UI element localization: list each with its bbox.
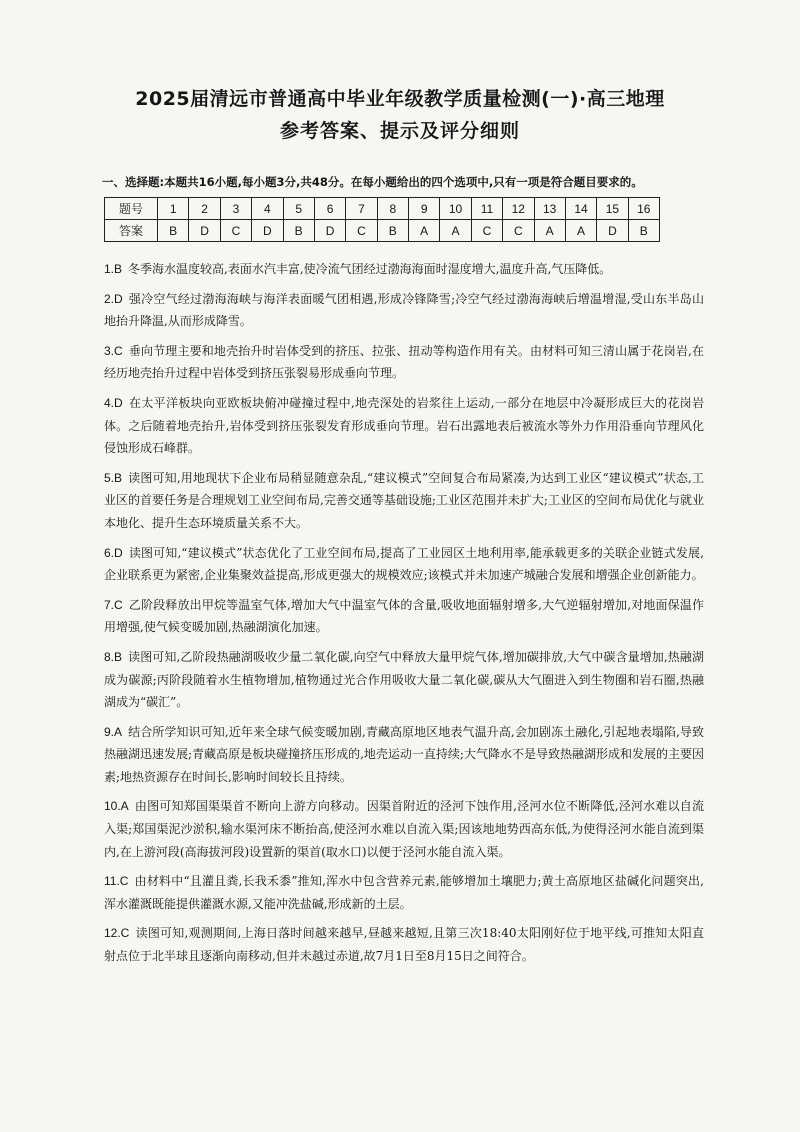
item-number-answer: 9.A	[104, 724, 123, 739]
item-explanation-text: 强冷空气经过渤海海峡与海洋表面暖气团相遇,形成冷锋降雪;冷空气经过渤海海峡后增温增湿,受山东半岛山地抬升降温,从而形成降雪。	[104, 291, 704, 329]
item-number-answer: 3.C	[104, 343, 123, 358]
item-number-answer: 7.C	[104, 597, 123, 612]
item-explanation-text: 由图可知郑国渠渠首不断向上游方向移动。因渠首附近的泾河下蚀作用,泾河水位不断降低,泾河水难以自流入渠;郑国渠泥沙淤积,输水渠河床不断抬高,使泾河水难以自流入渠;因该地地势西高东低,为使得泾河水能自流到渠内,在上游河段(高海拔河段)设置新的渠首(取水口)以便于泾河水能自流入渠。	[104, 799, 704, 859]
question-number-cell: 8	[377, 198, 408, 220]
item-explanation-text: 读图可知,用地现状下企业布局稍显随意杂乱,“建议模式”空间复合布局紧凑,为达到工业区“建议模式”状态,工业区的首要任务是合理规划工业空间布局,完善交通等基础设施;工业区范围并未扩大;工业区的空间布局优化与就业本地化、提升生态环境质量关系不大。	[104, 470, 704, 530]
answer-cell: C	[346, 220, 377, 242]
answer-cell: A	[409, 220, 440, 242]
question-number-cell: 10	[440, 198, 471, 220]
question-number-cell: 5	[283, 198, 314, 220]
explanation-item	[104, 646, 704, 714]
answer-cell: D	[189, 220, 220, 242]
explanation-item	[104, 721, 704, 789]
question-number-cell: 15	[597, 198, 628, 220]
answer-cell: A	[440, 220, 471, 242]
item-explanation-text: 由材料中“且灌且粪,长我禾黍”推知,浑水中包含营养元素,能够增加土壤肥力;黄土高原地区盐碱化问题突出,浑水灌溉既能提供灌溉水源,又能冲洗盐碱,形成新的土层。	[104, 874, 704, 911]
item-explanation-text: 冬季海水温度较高,表面水汽丰富,使冷流气团经过渤海海面时湿度增大,温度升高,气压降低。	[128, 262, 612, 276]
answer-cell: A	[565, 220, 596, 242]
explanation-list	[104, 258, 704, 975]
answer-cell: A	[534, 220, 565, 242]
question-number-cell: 16	[628, 198, 659, 220]
answer-table	[104, 197, 660, 242]
answer-cell: B	[377, 220, 408, 242]
row-label-number: 题号	[105, 198, 158, 220]
explanation-item	[104, 392, 704, 460]
item-number-answer: 8.B	[104, 649, 123, 664]
answer-cell: B	[283, 220, 314, 242]
explanation-item	[104, 795, 704, 863]
question-number-cell: 11	[471, 198, 502, 220]
item-number-answer: 1.B	[104, 262, 123, 276]
explanation-item	[104, 542, 704, 587]
item-number-answer: 6.D	[104, 545, 123, 560]
question-number-cell: 7	[346, 198, 377, 220]
question-number-cell: 1	[158, 198, 189, 220]
answer-cell: C	[220, 220, 251, 242]
answer-cell: D	[597, 220, 628, 242]
answer-cell: D	[314, 220, 345, 242]
answer-cell: B	[158, 220, 189, 242]
item-number-answer: 12.C	[104, 926, 130, 941]
explanation-item	[104, 258, 704, 281]
item-explanation-text: 在太平洋板块向亚欧板块俯冲碰撞过程中,地壳深处的岩浆往上运动,一部分在地层中冷凝形成巨大的花岗岩体。之后随着地壳抬升,岩体受到挤压张裂发育形成垂向节理。岩石出露地表后被流水等外力作用沿垂向节理风化侵蚀形成石峰群。	[104, 395, 704, 456]
item-number-answer: 5.B	[104, 470, 123, 485]
question-number-cell: 12	[503, 198, 534, 220]
item-explanation-text: 读图可知,观测期间,上海日落时间越来越早,昼越来越短,且第三次18:40太阳刚好位于地平线,可推知太阳直射点位于北半球且逐渐向南移动,但并未越过赤道,故7月1日至8月15日之间符合。	[104, 926, 704, 964]
document-title: 2025届清远市普通高中毕业年级教学质量检测(一)·高三地理	[135, 88, 665, 110]
explanation-item	[104, 922, 704, 967]
item-number-answer: 4.D	[104, 395, 123, 410]
question-number-cell: 2	[189, 198, 220, 220]
question-number-cell: 9	[409, 198, 440, 220]
item-number-answer: 2.D	[104, 291, 123, 306]
answer-cell: C	[471, 220, 502, 242]
answer-row	[105, 220, 660, 242]
item-explanation-text: 垂向节理主要和地壳抬升时岩体受到的挤压、拉张、扭动等构造作用有关。由材料可知三清山属于花岗岩,在经历地壳抬升过程中岩体受到挤压张裂易形成垂向节理。	[104, 343, 704, 381]
answer-cell: B	[628, 220, 659, 242]
question-number-cell: 4	[252, 198, 283, 220]
question-number-cell: 14	[565, 198, 596, 220]
question-number-cell: 3	[220, 198, 251, 220]
number-row	[105, 198, 660, 220]
item-number-answer: 11.C	[104, 874, 129, 889]
explanation-item	[104, 288, 704, 333]
item-explanation-text: 乙阶段释放出甲烷等温室气体,增加大气中温室气体的含量,吸收地面辐射增多,大气逆辐射增加,对地面保温作用增强,使气候变暖加剧,热融湖演化加速。	[104, 597, 704, 635]
question-number-cell: 13	[534, 198, 565, 220]
section-heading: 一、选择题:本题共16小题,每小题3分,共48分。在每小题给出的四个选项中,只有一项是符合题目要求的。	[102, 175, 643, 189]
document-subtitle: 参考答案、提示及评分细则	[279, 120, 520, 142]
answer-cell: D	[252, 220, 283, 242]
answer-cell: C	[503, 220, 534, 242]
explanation-item	[104, 467, 704, 535]
explanation-item	[104, 340, 704, 385]
item-explanation-text: 读图可知,“建议模式”状态优化了工业空间布局,提高了工业园区土地利用率,能承载更多的关联企业链式发展,企业联系更为紧密,企业集聚效益提高,形成更强大的规模效应;该模式并未加速产城融合发展和增强企业创新能力。	[104, 545, 704, 583]
item-explanation-text: 读图可知,乙阶段热融湖吸收少量二氧化碳,向空气中释放大量甲烷气体,增加碳排放,大气中碳含量增加,热融湖成为碳源;丙阶段随着水生植物增加,植物通过光合作用吸收大量二氧化碳,碳从大气圈进入到生物圈和岩石圈,热融湖成为“碳汇”。	[104, 649, 704, 710]
explanation-item	[104, 594, 704, 639]
row-label-answer: 答案	[105, 220, 158, 242]
item-explanation-text: 结合所学知识可知,近年来全球气候变暖加剧,青藏高原地区地表气温升高,会加剧冻土融化,引起地表塌陷,导致热融湖迅速发展;青藏高原是板块碰撞挤压形成的,地壳运动一直持续;大气降水不是导致热融湖形成和发展的主要因素;地热资源存在时间长,影响时间较长且持续。	[104, 724, 704, 784]
item-number-answer: 10.A	[104, 799, 129, 814]
question-number-cell: 6	[314, 198, 345, 220]
explanation-item	[104, 870, 704, 915]
